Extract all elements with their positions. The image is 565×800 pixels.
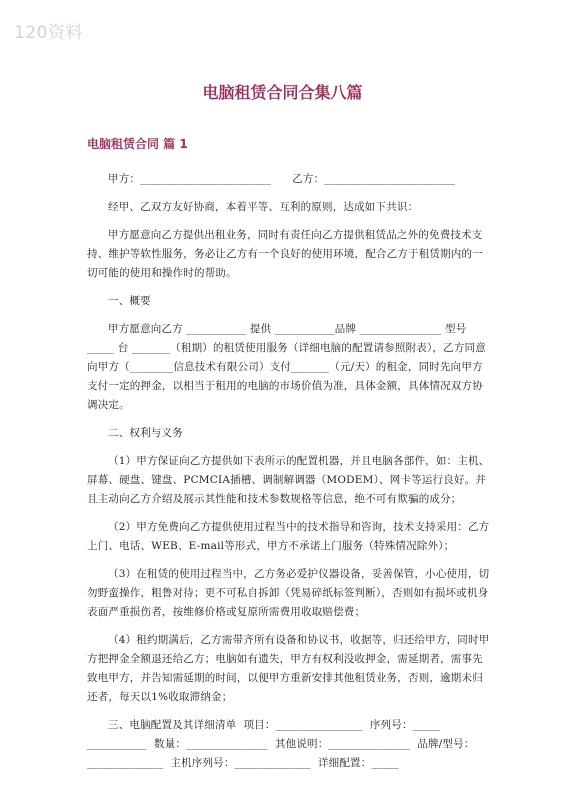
document-title: 电脑租赁合同合集八篇 <box>202 83 363 102</box>
clause-2: （2）甲方免费向乙方提供使用过程当中的技术指导和咨询，技术支持采用：乙方上门、电话、WEB、E-mail等形式，甲方不承诺上门服务（特殊情况除外）； <box>87 521 490 552</box>
section-rights-heading: 二、权利与义务 <box>108 427 183 439</box>
service-paragraph: 甲方愿意向乙方提供出租业务，同时有责任向乙方提供租赁品之外的免费技术支持、维护等软性服务，务必让乙方有一个良好的使用环境，配合乙方于租赁期内的一切可能的使用和操作时的帮助。 <box>87 229 483 279</box>
section-overview-heading: 一、概要 <box>108 295 151 307</box>
clause-3: （3）在租赁的使用过程当中，乙方务必爱护仪器设备，妥善保管，小心使用，切勿野蛮操作，粗鲁对待；更不可私自拆卸（凭易碎纸标签判断），否则如有损坏或机身表面严重损伤者，按维修价格或复原所需费用收取赔偿费； <box>87 568 490 618</box>
clause-4: （4）租约期满后，乙方需带齐所有设备和协议书，收据等，归还给甲方，同时甲方把押金全额退还给乙方；电脑如有遗失，甲方有权利没收押金，需延期者，需事先致电甲方，并告知需延期的时间，以便甲方重新安排其他租赁业务，否则，逾期未归还者，每天以1%收取滞纳金； <box>87 634 490 703</box>
section-config-list: 三、电脑配置及其详细清单 项目：________________ 序列号：_____ ___________ 数量：_______________ 其他说明：_______________ 品牌/型号：______________ 主机序列号：______________ 详细配置：_____ <box>87 719 475 769</box>
parties-line: 甲方：________________________ 乙方：________________________ <box>108 173 456 185</box>
watermark: 120资料 <box>14 23 83 43</box>
section-heading: 电脑租赁合同 篇 1 <box>87 137 188 151</box>
overview-paragraph: 甲方愿意向乙方 ___________ 提供 ___________品牌 _______________ 型号 _____ 台 _______（租期）的租赁使用服务（详细电脑的配置请参照附表），乙方同意向甲方（________信息技术有限公司）支付_______（元/天）的租金，同时先向甲方支付一定的押金，以相当于租用的电脑的市场价值为准，具体金额，具体情况双方协调决定。 <box>87 323 486 411</box>
intro-paragraph: 经甲、乙双方友好协商，本着平等、互利的原则，达成如下共识： <box>108 201 419 213</box>
document-body <box>87 170 493 782</box>
clause-1: （1）甲方保证向乙方提供如下表所示的配置机器，并且电脑各部件，如：主机、屏幕、硬盘、键盘、PCMCIA插槽、调制解调器（MODEM）、网卡等运行良好。并且主动向乙方介绍及展示其性能和技术参数规格等信息，绝不可有欺骗的成分； <box>87 455 490 505</box>
